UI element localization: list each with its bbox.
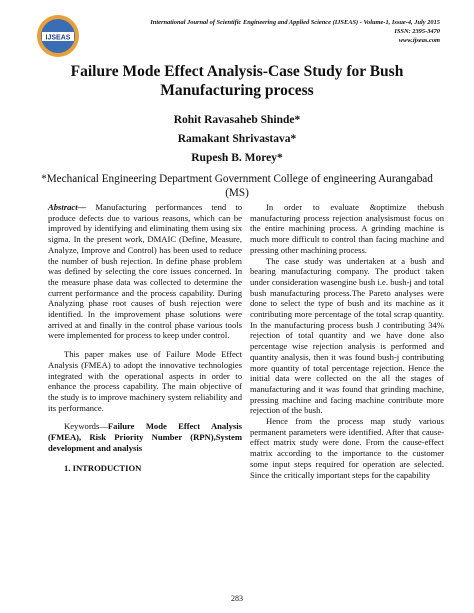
journal-header: [84, 18, 440, 45]
page-number: 283: [231, 594, 243, 603]
paper-title: Failure Mode Effect Analysis-Case Study for Bush Manufacturing process: [70, 63, 404, 99]
section-heading-introduction: 1. INTRODUCTION: [64, 463, 142, 474]
author-3: Rupesh B. Morey*: [191, 152, 283, 164]
abstract-paragraph: [48, 202, 242, 341]
author-1: Rohit Ravasaheb Shinde*: [173, 114, 301, 126]
journal-logo: [36, 14, 80, 58]
keywords-text: Failure Mode Effect Analysis (FMEA), Risk Priority Number (RPN),System development and analysis: [48, 421, 242, 453]
author-2: Ramakant Shrivastava*: [177, 133, 297, 145]
abstract-paragraph-2: This paper makes use of Failure Mode Effect Analysis (FMEA) to adopt the innovative technologies integrated with the operational aspects in order to enhance the process capability. The main objective of the study is to improve machinery system reliability and its performance.: [48, 349, 242, 413]
body-paragraph-1: In order to evaluate &optimize thebush manufacturing process rejection analysismust focus on the entire machining process. A grinding machine is much more difficult to control than facing machine and pressing other machining process.: [250, 202, 444, 255]
affiliation: *Mechanical Engineering Department Government College of engineering Aurangabad (MS): [41, 173, 433, 199]
issn: ISSN: 2395-3470: [394, 28, 440, 35]
abstract-text: Manufacturing performances tend to produce defects due to various reasons, which can be improved by identifying and eliminating them using six sigma. In the present work, DMAIC (Define, Measure, Analyze, Improve and Control) has been used to reduce the number of bush rejection. In define phase problem was defined by selecting the core issues concerned. In the measure phase data was collected to determine the current performance and the process capability. During Analyzing phase root causes of bush rejection were identified. In the improvement phase solutions were arrived at and finally in the control phase various tools were implemented for process to keep under control.: [48, 202, 242, 341]
right-column: [250, 202, 444, 480]
keywords-label: Keywords—: [64, 421, 108, 432]
logo-text: IJSEAS: [45, 34, 71, 42]
body-paragraph-3: Hence from the process map study various permanent parameters were identified. After that cause-effect matrix study were done. From the cause-effect matrix according to the importance to the customer some input steps required for operation are selected. Since the critically important steps for the capability: [250, 416, 444, 480]
left-column: [48, 202, 242, 474]
keywords: [48, 421, 242, 453]
journal-line: International Journal of Scientific Engineering and Applied Science (IJSEAS) - Volume-1, Issue-4, July 2015: [150, 19, 440, 26]
body-paragraph-2: The case study was undertaken at a bush and bearing manufacturing company. The product taken under consideration wasengine bush i.e. bush-j and total bush manufacturing process.The Pareto analyses were done to select the type of bush and its machine as it contributing more percentage of the total scrap quantity. In the manufacturing process bush J contributing 34% rejection of total quantity and we have done also percentage wise rejection analysis is performed and quantity analysis, then it was found bush-j contributing more quantity of total percentage rejection. Hence the initial data were collected on the all the stages of manufacturing and it was found that grinding machine, pressing machine and facing machine contribute more rejection of the bush.: [250, 255, 444, 416]
abstract-label: Abstract—: [48, 202, 87, 212]
journal-website: www.ijseas.com: [398, 37, 440, 44]
